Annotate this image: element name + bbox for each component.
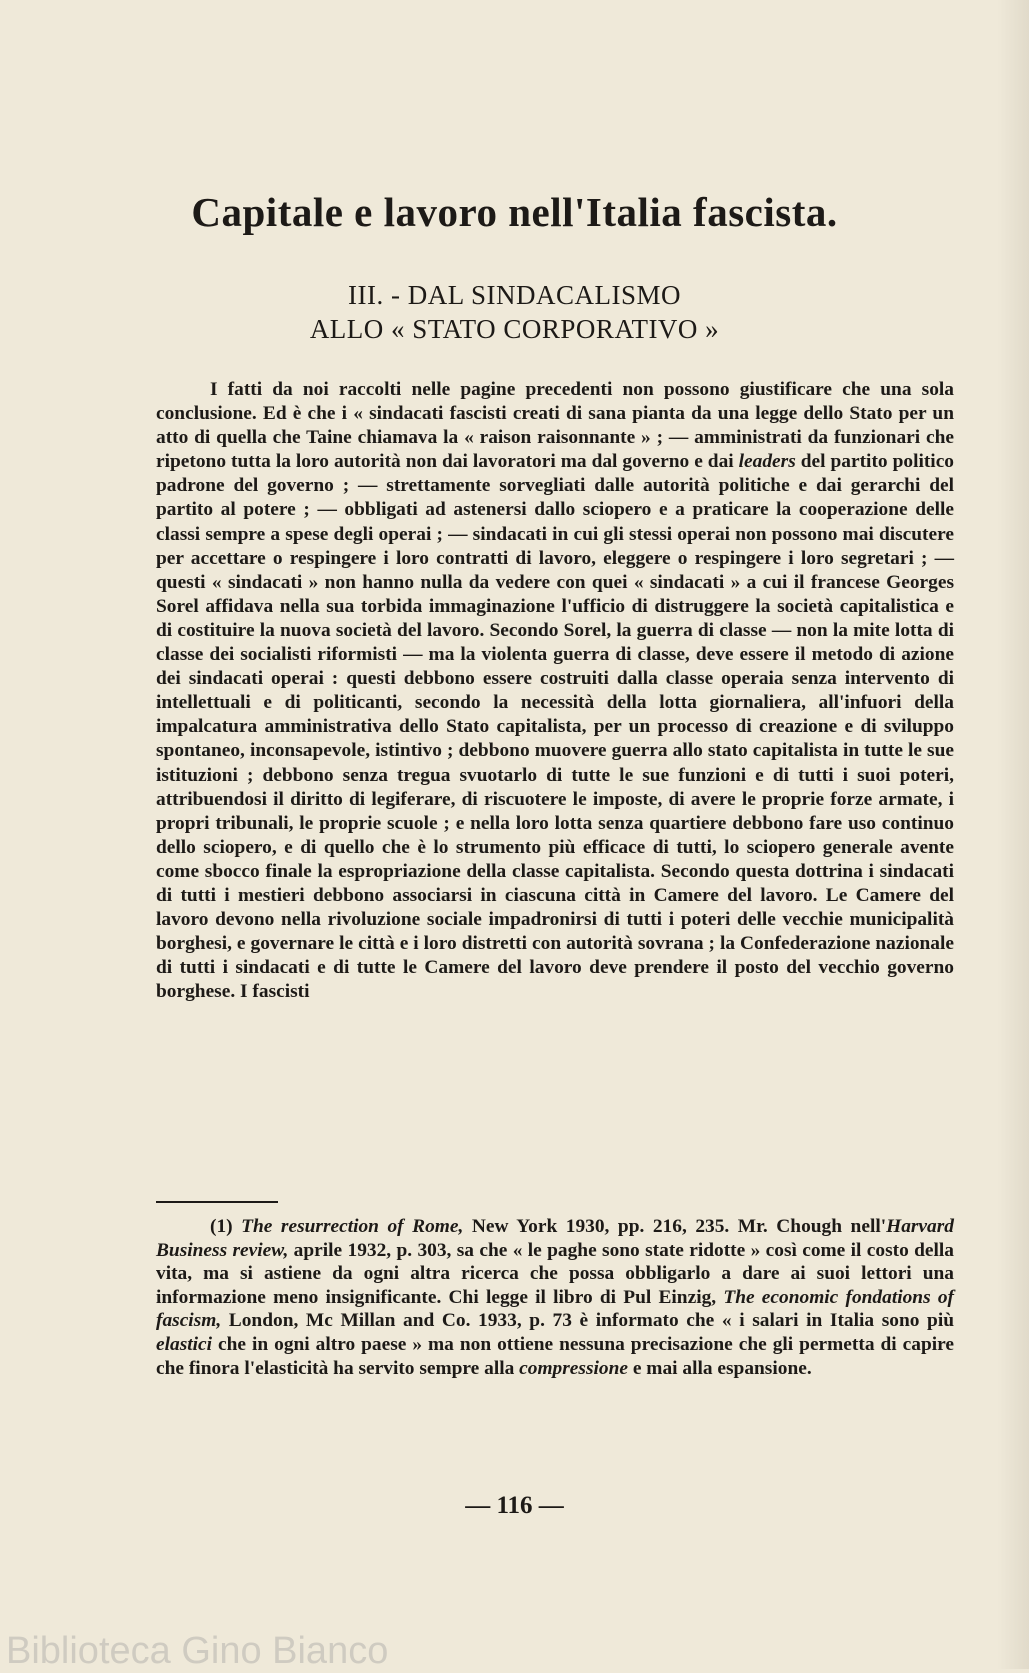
page-number: — 116 — [465, 1492, 564, 1519]
footnote-paragraph [156, 1215, 954, 1380]
chapter-title: Capitale e lavoro nell'Italia fascista. [191, 189, 838, 235]
footnote-text-a: New York 1930, pp. 216, 235. Mr. Chough nell' [471, 1216, 887, 1237]
section-heading-line-2: ALLO « STATO CORPORATIVO » [309, 314, 720, 344]
body-text-part-1: I fatti da noi raccolti nelle pagine precedenti non possono giustificare che una sola conclusione. Ed è che i « sindacati fascisti creati di sana pianta da una legge dello Stato per un atto di quella che Taine chiamava la « raison raisonnante » ; — amministrati da funzionari che ripetono tutta la loro autorità non dai lavoratori ma dal governo e dai [156, 379, 954, 473]
footnote-divider [156, 1201, 278, 1203]
footnote-text-d: che in ogni altro paese » ma non ottiene nessuna precisazione che gli permetta di capire che finora l'elasticità ha servito sempre alla [156, 1333, 954, 1379]
footnote-book-title-1: The resurrection of Rome, [241, 1216, 464, 1237]
section-heading-line-1: III. - DAL SINDACALISMO [348, 280, 681, 310]
italic-leaders: leaders [738, 451, 796, 473]
library-watermark: Biblioteca Gino Bianco [6, 1630, 389, 1672]
footnote-italic-elastici: elastici [156, 1333, 213, 1355]
footnote-marker: (1) [210, 1216, 233, 1237]
footnote-text-c: London, Mc Millan and Co. 1933, p. 73 è informato che « i salari in Italia sono più [228, 1310, 954, 1332]
body-paragraph [156, 378, 954, 1004]
footnote-book-title-2: The economic fondations of fascism, [156, 1286, 954, 1332]
footnote-italic-compressione: compressione [519, 1357, 628, 1379]
footnote-text-b: aprile 1932, p. 303, sa che « le paghe sono state ridotte » così come il costo della vita, ma si astiene da ogni altra ricerca che possa obbligarlo a dare ai suoi lettori una informazione meno insignificante. Chi legge il libro di Pul Einzig, [156, 1239, 954, 1308]
footnote-text-e: e mai alla espansione. [632, 1357, 812, 1379]
footnote [156, 1215, 954, 1380]
footnote-journal-title: Harvard Business review, [156, 1216, 954, 1261]
section-heading [0, 278, 1029, 346]
page-edge-shadow [997, 0, 1029, 1669]
body-text [156, 378, 954, 1004]
body-text-part-2: del partito politico padrone del governo ; — strettamente sorvegliati dalle autorità politiche e dai gerarchi del partito al potere ; — obbligati ad astenersi dallo sciopero e a praticare la cooperazione delle classi sempre a spese degli operai ; — sindacati in cui gli stessi operai non possono mai discutere per accettare o respingere i loro contratti di lavoro, eleggere o respingere i loro segretari ; — questi « sindacati » non hanno nulla da vedere con quei « sindacati » a cui il francese Georges Sorel affidava nella sua torbida immaginazione l'ufficio di distruggere la società capitalistica e di costituire la nuova società del lavoro. Secondo Sorel, la guerra di classe — non la mite lotta di classe dei socialisti riformisti — ma la violenta guerra di classe, deve essere il metodo di azione dei sindacati operai : questi debbono essere costruiti dalla classe operaia senza intervento di intellettuali e di politicanti, secondo la necessità della lotta giornaliera, all'infuori della impalcatura amministrativa dello Stato capitalista, per un processo di creazione e di sviluppo spontaneo, inconsapevole, istintivo ; debbono muovere guerra allo stato capitalista in tutte le sue istituzioni ; debbono senza tregua svuotarlo di tutte le sue funzioni e di tutti i suoi poteri, attribuendosi il diritto di legiferare, di riscuotere le imposte, di avere le proprie forze armate, i propri tribunali, le proprie scuole ; e nella loro lotta senza quartiere debbono fare uso continuo dello sciopero, e di quello che è lo strumento più efficace di tutti, lo sciopero generale avente come sbocco finale la espropriazione della classe capitalista. Secondo questa dottrina i sindacati di tutti i mestieri debbono associarsi in ciascuna città in Camere del lavoro. Le Camere del lavoro devono nella rivoluzione sociale impadronirsi di tutti i poteri delle vecchie municipalità borghesi, e governare le città e i loro distretti con autorità sovrana ; la Confederazione nazionale di tutti i sindacati e di tutte le Camere del lavoro deve prendere il posto del vecchio governo borghese. I fascisti [156, 451, 954, 1003]
